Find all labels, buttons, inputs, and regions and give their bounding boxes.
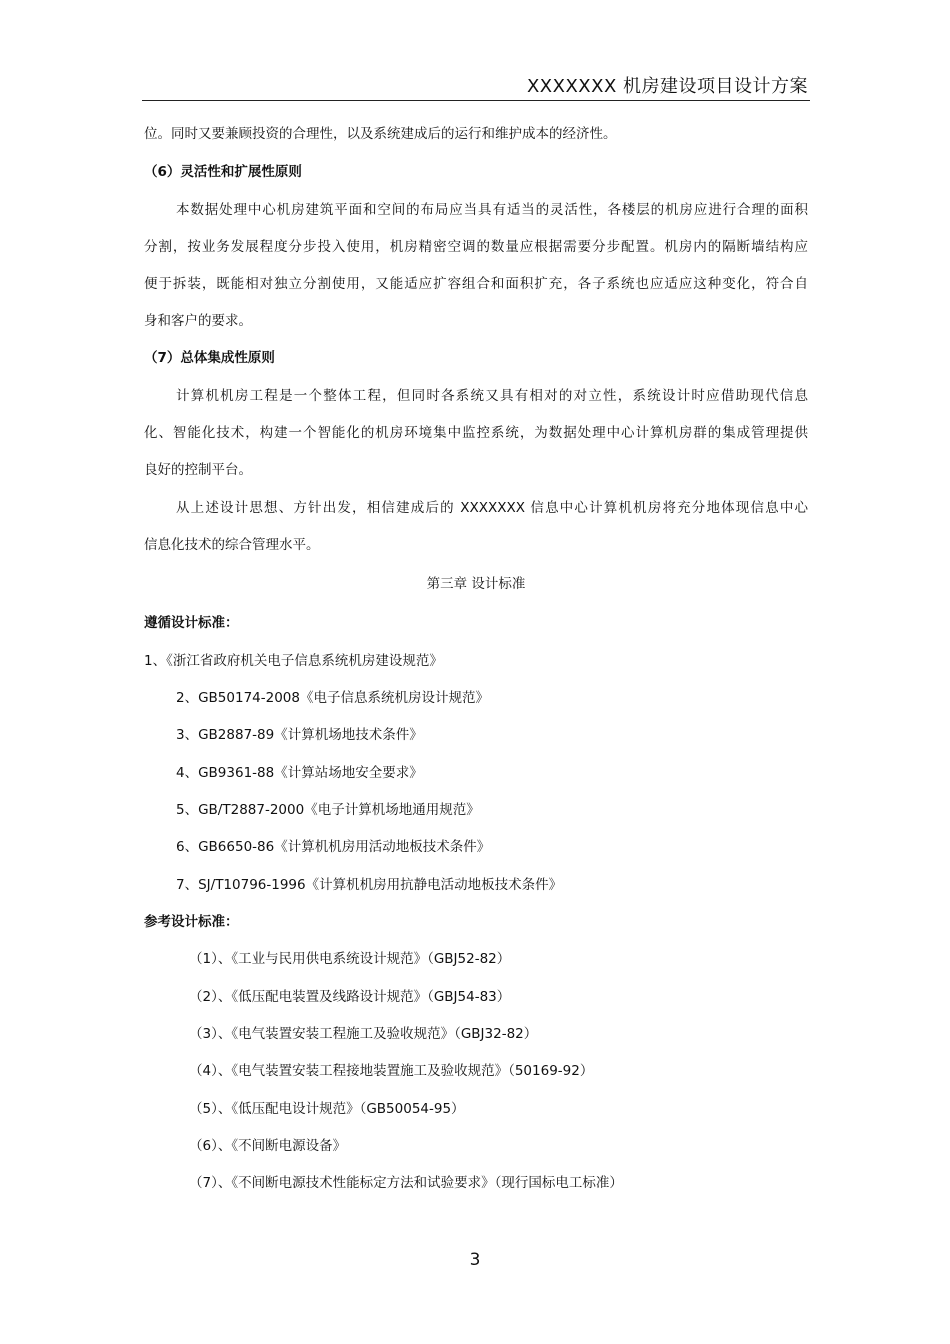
paragraph-line: 便于拆装，既能相对独立分割使用，又能适应扩容组合和面积扩充，各子系统也应适应这种变化，符合自 [144, 276, 808, 292]
standard-list-item: 5、GB/T2887-2000《电子计算机场地通用规范》 [176, 802, 480, 818]
paragraph-line: 位。同时又要兼顾投资的合理性，以及系统建成后的运行和维护成本的经济性。 [144, 126, 617, 142]
paragraph-line: 计算机机房工程是一个整体工程，但同时各系统又具有相对的对立性，系统设计时应借助现代信息 [176, 388, 808, 404]
standard-list-item: 3、GB2887-89《计算机场地技术条件》 [176, 727, 423, 743]
paragraph-line: 分割，按业务发展程度分步投入使用，机房精密空调的数量应根据需要分步配置。机房内的隔断墙结构应 [144, 239, 808, 255]
reference-list-item: （1）、《工业与民用供电系统设计规范》（GBJ52-82） [189, 951, 511, 967]
paragraph-line: 本数据处理中心机房建筑平面和空间的布局应当具有适当的灵活性，各楼层的机房应进行合理的面积 [176, 202, 808, 218]
header-title: XXXXXXX 机房建设项目设计方案 [526, 76, 808, 97]
follow-standards-heading: 遵循设计标准： [144, 615, 239, 631]
chapter-title: 第三章 设计标准 [426, 576, 526, 592]
standard-list-item: 7、SJ/T10796-1996《计算机机房用抗静电活动地板技术条件》 [176, 877, 563, 893]
page-number: 3 [469, 1250, 481, 1270]
reference-standards-heading: 参考设计标准： [144, 914, 239, 930]
section-heading-7: （7）总体集成性原则 [144, 350, 275, 366]
header-divider [142, 100, 810, 101]
paragraph-line: 化、智能化技术，构建一个智能化的机房环境集中监控系统，为数据处理中心计算机房群的集成管理提供 [144, 425, 808, 441]
reference-list-item: （3）、《电气装置安装工程施工及验收规范》（GBJ32-82） [189, 1026, 538, 1042]
reference-list-item: （7）、《不间断电源技术性能标定方法和试验要求》（现行国标电工标准） [189, 1175, 623, 1191]
reference-list-item: （5）、《低压配电设计规范》（GB50054-95） [189, 1101, 465, 1117]
standard-list-item: 6、GB6650-86《计算机机房用活动地板技术条件》 [176, 839, 491, 855]
section-heading-6: （6）灵活性和扩展性原则 [144, 164, 302, 180]
paragraph-line: 良好的控制平台。 [144, 462, 252, 478]
reference-list-item: （2）、《低压配电装置及线路设计规范》（GBJ54-83） [189, 989, 511, 1005]
standard-list-item: 1、《浙江省政府机关电子信息系统机房建设规范》 [144, 653, 443, 669]
paragraph-line: 信息化技术的综合管理水平。 [144, 537, 320, 553]
reference-list-item: （4）、《电气装置安装工程接地装置施工及验收规范》（50169-92） [189, 1063, 594, 1079]
paragraph-line: 身和客户的要求。 [144, 313, 252, 329]
standard-list-item: 2、GB50174-2008《电子信息系统机房设计规范》 [176, 690, 489, 706]
standard-list-item: 4、GB9361-88《计算站场地安全要求》 [176, 765, 423, 781]
reference-list-item: （6）、《不间断电源设备》 [189, 1138, 347, 1154]
paragraph-line: 从上述设计思想、方针出发，相信建成后的 XXXXXXX 信息中心计算机机房将充分地体现信息中心 [176, 500, 808, 516]
